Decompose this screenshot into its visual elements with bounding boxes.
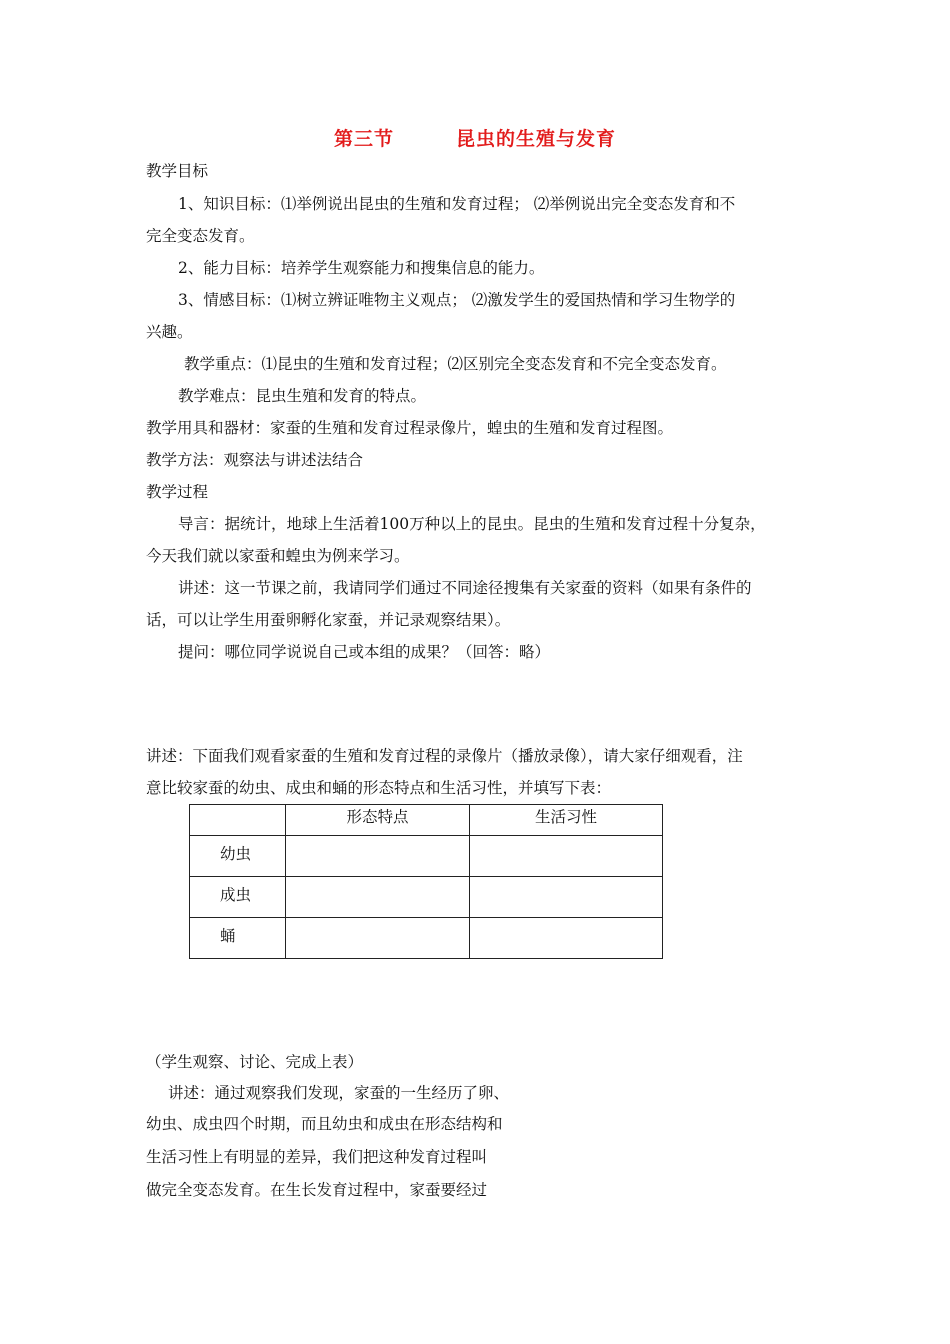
goals-heading: 教学目标 (146, 162, 209, 180)
table-header-habit: 生活习性 (470, 805, 663, 836)
question-line: 提问：哪位同学说说自己或本组的成果？（回答：略） (178, 643, 551, 661)
narration2-line1: 讲述：下面我们观看家蚕的生殖和发育过程的录像片（播放录像），请大家仔细观看，注 (146, 747, 743, 765)
table-header-blank (190, 805, 286, 836)
ability-goal: 2、能力目标：培养学生观察能力和搜集信息的能力。 (178, 259, 545, 277)
emotion-goal-line1: 3、情感目标：⑴树立辨证唯物主义观点； ⑵激发学生的爱国热情和学习生物学的 (178, 291, 736, 309)
intro-line1: 导言：据统计，地球上生活着100万种以上的昆虫。昆虫的生殖和发育过程十分复杂， (178, 515, 766, 533)
narration3-line3: 生活习性上有明显的差异，我们把这种发育过程叫 (146, 1148, 488, 1166)
table-cell-habit (470, 877, 663, 918)
page-title (0, 124, 950, 151)
narration1-line1: 讲述：这一节课之前，我请同学们通过不同途径搜集有关家蚕的资料（如果有条件的 (178, 579, 752, 597)
narration3-line1: 讲述：通过观察我们发现，家蚕的一生经历了卵、 (168, 1084, 510, 1102)
key-points: 教学重点：⑴昆虫的生殖和发育过程；⑵区别完全变态发育和不完全变态发育。 (184, 355, 727, 373)
narration2-line2: 意比较家蚕的幼虫、成虫和蛹的形态特点和生活习性，并填写下表： (146, 779, 612, 797)
table-header-form: 形态特点 (286, 805, 470, 836)
narration1-line2: 话，可以让学生用蚕卵孵化家蚕，并记录观察结果）。 (146, 611, 511, 629)
teaching-tools: 教学用具和器材：家蚕的生殖和发育过程录像片，蝗虫的生殖和发育过程图。 (146, 419, 674, 437)
table-row (190, 836, 663, 877)
emotion-goal-line2: 兴趣。 (146, 323, 193, 341)
narration3-line4: 做完全变态发育。在生长发育过程中，家蚕要经过 (146, 1181, 488, 1199)
narration3-line2: 幼虫、成虫四个时期，而且幼虫和成虫在形态结构和 (146, 1115, 503, 1133)
table-cell-habit (470, 918, 663, 959)
knowledge-goal-line1: 1、知识目标：⑴举例说出昆虫的生殖和发育过程； ⑵举例说出完全变态发育和不 (178, 195, 736, 213)
intro-line2: 今天我们就以家蚕和蝗虫为例来学习。 (146, 547, 410, 565)
row-label-pupa: 蛹 (190, 918, 286, 959)
table-row (190, 877, 663, 918)
row-label-adult: 成虫 (190, 877, 286, 918)
table-row (190, 918, 663, 959)
knowledge-goal-line2: 完全变态发育。 (146, 227, 255, 245)
table-cell-form (286, 877, 470, 918)
title-section: 第三节 (333, 128, 394, 150)
table-cell-habit (470, 836, 663, 877)
student-activity-note: （学生观察、讨论、完成上表） (146, 1053, 364, 1071)
teaching-method: 教学方法：观察法与讲述法结合 (146, 451, 364, 469)
difficulty: 教学难点：昆虫生殖和发育的特点。 (178, 387, 427, 405)
process-heading: 教学过程 (146, 483, 209, 501)
table-header-row (190, 805, 663, 836)
table-cell-form (286, 836, 470, 877)
title-topic: 昆虫的生殖与发育 (456, 128, 617, 150)
table-cell-form (286, 918, 470, 959)
row-label-larva: 幼虫 (190, 836, 286, 877)
observation-table (189, 804, 663, 959)
